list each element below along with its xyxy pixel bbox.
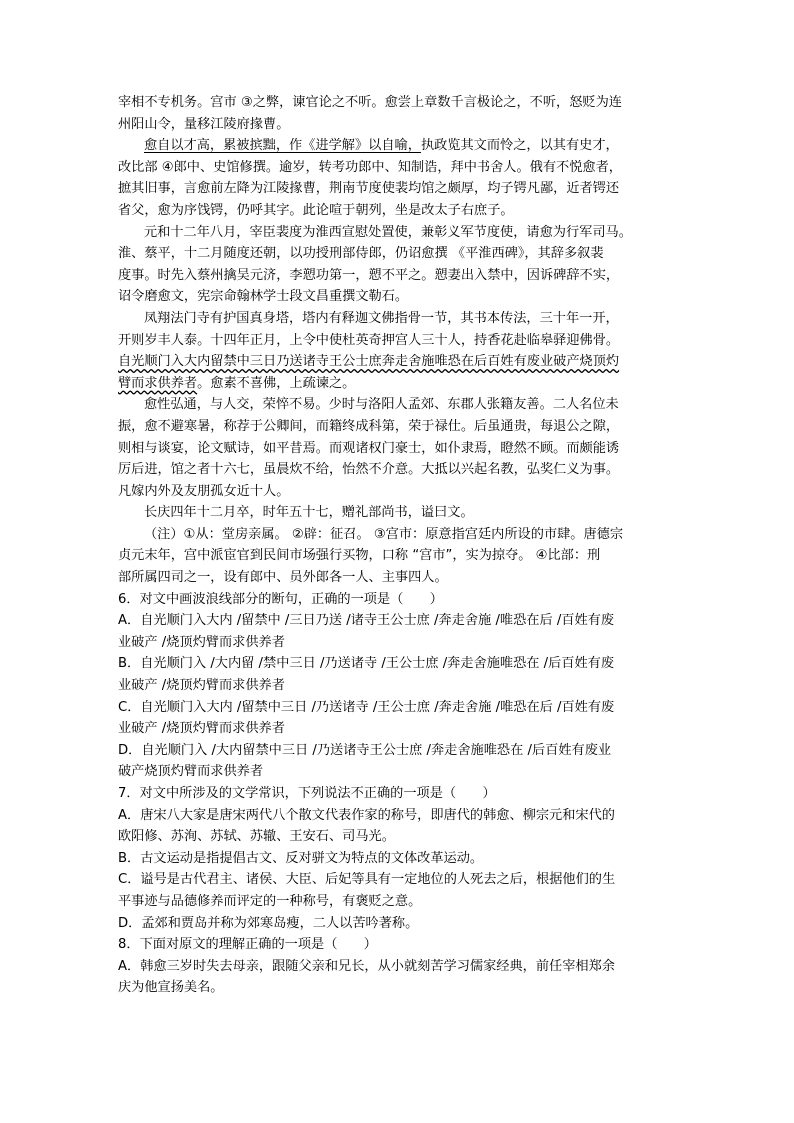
- text-span: 执政览其文而怜之，以其有史才，: [420, 138, 619, 154]
- question-8: [118, 934, 680, 999]
- passage-paragraph-5: [118, 394, 680, 502]
- option-d-cont: 破产烧顶灼臂而求供养者: [118, 764, 264, 780]
- option-a-cont: 庆为他宣扬美名。: [118, 980, 224, 996]
- text-line: 则相与谈宴，论文赋诗，如平昔焉。而观诸权门豪士，如仆隶焉，瞪然不顾。而颇能诱: [118, 440, 620, 456]
- text-line: 度事。时先入蔡州擒吴元济，李愬功第一，愬不平之。愬妻出入禁中，因诉碑辞不实，: [118, 267, 620, 283]
- text-line: 部所属四司之一，设有郎中、员外郎各一人、主事四人。: [118, 570, 448, 586]
- text-line: 诏令磨愈文，宪宗命翰林学士段文昌重撰文勒石。: [118, 289, 409, 305]
- text-line: 凤翔法门寺有护国真身塔，塔内有释迦文佛指骨一节，其书本传法，三十年一开，: [144, 310, 619, 326]
- option-a: A．唐宋八大家是唐宋两代八个散文代表作家的称号，即唐代的韩愈、柳宗元和宋代的: [118, 807, 615, 823]
- document-page: [118, 92, 680, 999]
- text-span: 。愈素不喜佛，上疏谏之。: [197, 375, 356, 391]
- question-7: [118, 783, 680, 934]
- passage-paragraph-6: [118, 502, 680, 524]
- option-b: B．自光顺门入 /大内留 /禁中三日 /乃送诸寺 /王公士庶 /奔走舍施唯恐在 /后百姓有废: [118, 656, 615, 672]
- underlined-sentence: 愈自以才高，累被摈黜，作《进学解》以自喻，: [144, 138, 421, 154]
- option-a: A．韩愈三岁时失去母亲，跟随父亲和兄长，从小就刻苦学习儒家经典，前任宰相郑余: [118, 958, 615, 974]
- option-b: B．古文运动是指提倡古文、反对骈文为特点的文体改革运动。: [118, 850, 484, 866]
- text-line: 凡嫁内外及友朋孤女近十人。: [118, 483, 290, 499]
- passage-paragraph-1: [118, 92, 680, 135]
- question-stem: 8．下面对原文的理解正确的一项是（ ）: [118, 937, 377, 953]
- option-a-cont: 业破产 /烧顶灼臂而求供养者: [118, 634, 285, 650]
- text-line: [118, 351, 680, 373]
- text-line: [118, 373, 680, 395]
- text-line: 宰相不专机务。宫市 ③之弊，谏官论之不听。愈尝上章数千言极论之，不听，怒贬为连: [118, 95, 622, 110]
- passage-paragraph-3: [118, 222, 680, 308]
- option-c: C．自光顺门入大内 /留禁中三日 /乃送诸寺 /王公士庶 /奔走舍施 /唯恐在后 /百姓有废: [118, 699, 615, 715]
- text-line: 淮、蔡平，十二月随度还朝，以功授刑部侍郎，仍诏愈撰 《平淮西碑》，其辞多叙裴: [118, 246, 604, 262]
- text-line: 省父，愈为序饯锷，仍呼其字。此论喧于朝列，坐是改太子右庶子。: [118, 202, 514, 218]
- wavy-underlined-text: 臂而求供养者: [118, 375, 198, 391]
- question-stem: 7．对文中所涉及的文学常识，下列说法不正确的一项是（ ）: [118, 786, 496, 801]
- option-a: A．自光顺门入大内 /留禁中 /三日乃送 /诸寺王公士庶 /奔走舍施 /唯恐在后 /百姓有废: [118, 613, 615, 629]
- option-b-cont: 业破产 /烧顶灼臂而求供养者: [118, 678, 285, 694]
- text-line: 改比部 ④郎中、史馆修撰。逾岁，转考功郎中、知制诰，拜中书舍人。俄有不悦愈者，: [118, 159, 622, 175]
- question-6: [118, 589, 680, 783]
- option-d: D．自光顺门入 /大内留禁中三日 /乃送诸寺王公士庶 /奔走舍施唯恐在 /后百姓有废业: [118, 742, 612, 758]
- text-line: 长庆四年十二月卒，时年五十七，赠礼部尚书，谥曰文。: [144, 505, 474, 521]
- text-line: 元和十二年八月，宰臣裴度为淮西宣慰处置使，兼彰义军节度使，请愈为行军司马。: [144, 224, 632, 240]
- text-line: 厉后进，馆之者十六七，虽晨炊不给，怡然不介意。大抵以兴起名教，弘奖仁义为事。: [118, 462, 620, 478]
- question-stem: 6．对文中画波浪线部分的断句，正确的一项是（ ）: [118, 591, 443, 607]
- option-c-cont: 业破产 /烧顶灼臂而求供养者: [118, 721, 285, 737]
- passage-paragraph-2: [118, 135, 680, 221]
- text-line: （注）①从：堂房亲属。 ②辟：征召。 ③宫市：原意指宫廷内所设的市肆。唐德宗: [144, 526, 624, 542]
- text-line: 摭其旧事，言愈前左降为江陵掾曹，荆南节度使裴均馆之颇厚，均子锷凡鄙，近者锷还: [118, 181, 620, 197]
- option-a-cont: 欧阳修、苏洵、苏轼、苏辙、王安石、司马光。: [118, 829, 395, 845]
- text-line: 开则岁丰人泰。十四年正月，上令中使杜英奇押宫人三十人，持香花赴临皋驿迎佛骨。: [118, 332, 620, 348]
- passage-paragraph-4: [118, 308, 680, 394]
- text-line: 愈性弘通，与人交，荣悴不易。少时与洛阳人孟郊、东郡人张籍友善。二人名位未: [144, 397, 619, 413]
- option-c: C．谥号是古代君主、诸侯、大臣、后妃等具有一定地位的人死去之后，根据他们的生: [118, 872, 616, 888]
- text-line: 振，愈不避寒暑，称荐于公卿间，而籍终成科第，荣于禄仕。后虽通贵，每退公之隙，: [118, 418, 620, 434]
- text-line: 州阳山令，量移江陵府掾曹。: [118, 116, 290, 132]
- text-line: 贞元末年，宫中派宦官到民间市场强行买物，口称 “宫市”，实为掠夺。 ④比部：刑: [118, 548, 601, 564]
- annotation-notes: [118, 524, 680, 589]
- option-d: D．孟郊和贾岛并称为郊寒岛瘦，二人以苦吟著称。: [118, 915, 419, 931]
- text-line: [118, 135, 680, 157]
- wavy-underlined-text: 自光顺门入大内留禁中三日乃送诸寺王公士庶奔走舍施唯恐在后百姓有废业破产烧顶灼: [118, 354, 620, 370]
- option-c-cont: 平事迹与品德修养而评定的一种称号，有褒贬之意。: [118, 893, 422, 909]
